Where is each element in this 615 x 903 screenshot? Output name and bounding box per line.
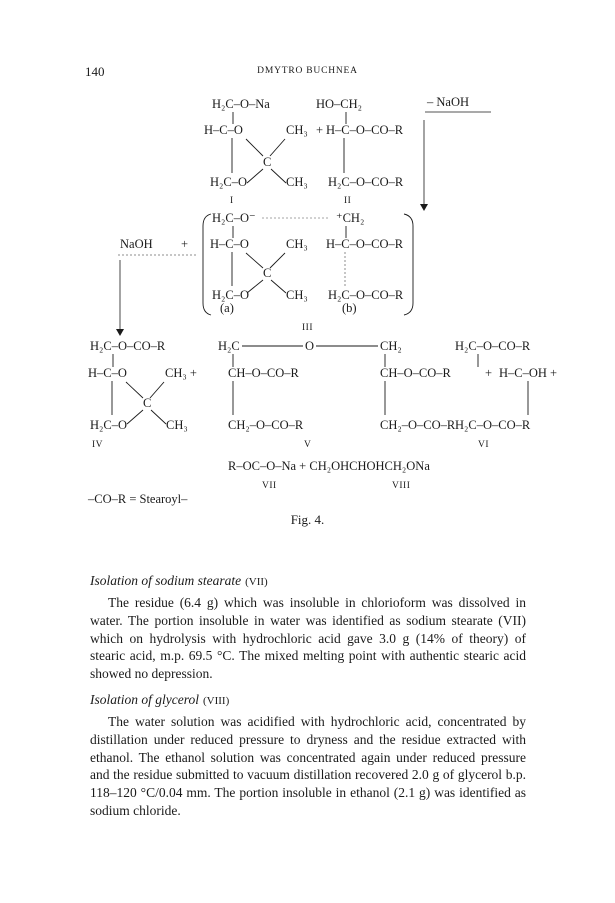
plus-sign-3: + [485,366,493,380]
compound-II [316,97,404,206]
section-heading-ref: (VIII) [202,695,230,707]
compound-I-c: C [263,155,272,169]
plus-sign: + [316,123,324,137]
plus-sign-2: + [181,237,189,251]
ion-a-mid: H–C–O [210,237,249,251]
paragraph: The residue (6.4 g) which was insoluble in chlorioform was dissolved in water. The portion insoluble in water was identified as sodium stearate (VII) which on hydrolysis with hydrochloric acid gave 3.0 g (14% of theory) of stearic acid, m.p. 69.5 °C. The mixed melting point with authentic stearic acid showed no depression. [90,595,526,682]
label-VI: VI [478,440,490,450]
paragraph: The water solution was acidified with hydrochloric acid, concentrated by distillation under reduced pressure to dryness and the residue extracted with ethanol. The ethanol solution was concentrated again under reduced pressure and the residue submitted to vacuum distillation recovered 2.0 g of glycerol b.p. 118–120 °C/0.04 mm. The portion insoluble in ethanol (2.1 g) was identified as sodium chloride. [90,714,526,818]
section-paragraph-glycerol [90,713,526,820]
compound-II-top: HO–CH₂ [316,97,363,111]
minus-naoh-label: – NaOH [427,95,470,109]
compound-I-mid: H–C–O [204,123,243,137]
compound-V-top-right: CH₂ [380,339,402,353]
label-I: I [230,196,234,206]
section-heading-text: Isolation of glycerol [90,692,199,707]
compound-I [204,97,308,206]
compound-VI-bot: H₂C–O–CO–R [455,418,531,432]
ion-b-top: ⁺CH₂ [336,211,365,225]
minus-naoh-arrow [420,95,491,211]
label-IV: IV [92,440,104,450]
ion-b-bot: H₂C–O–CO–R [328,288,404,302]
label-V: V [304,440,312,450]
label-VII: VII [262,481,277,491]
section-heading-text: Isolation of sodium stearate [90,573,242,588]
compound-IV-ch3-top: CH₃ + [165,366,197,380]
label-II: II [344,196,352,206]
compound-IV-bot: H₂C–O [90,418,127,432]
compound-VI-mid: H–C–OH + [499,366,558,380]
figure-caption: Fig. 4. [290,512,325,527]
section-heading-glycerol [90,691,526,709]
compound-IV-top: H₂C–O–CO–R [90,339,166,353]
compound-IV [88,339,197,450]
compound-V-mid-left: CH–O–CO–R [228,366,299,380]
ion-a [210,211,330,315]
compound-I-top: H₂C–O–Na [212,97,270,111]
compound-I-ch3-top: CH₃ [286,123,308,137]
products-line: R–OC–O–Na + CH₂OHCHOHCH₂ONa [228,459,430,473]
ion-a-c: C [263,266,272,280]
reaction-scheme-figure [0,80,615,510]
ion-a-bot: H₂C–O [212,288,249,302]
ion-a-top: H₂C–O⁻ [212,211,256,225]
label-III: III [302,323,313,333]
compound-V-bot-right: CH₂–O–CO–R [380,418,456,432]
running-title: DMYTRO BUCHNEA [257,66,358,76]
section-heading-ref: (VII) [245,576,268,588]
compound-V [218,339,456,450]
compound-II-mid: H–C–O–CO–R [326,123,404,137]
compound-V-mid-right: CH–O–CO–R [380,366,451,380]
ion-b-label: (b) [342,301,357,315]
section-paragraph-sodium-stearate [90,594,526,683]
stearoyl-legend: –CO–R = Stearoyl– [88,492,188,506]
compound-V-top-left: H₂C [218,339,240,353]
section-heading-sodium-stearate [90,572,526,590]
page-number: 140 [85,64,105,79]
ion-a-ch3-bot: CH₃ [286,288,308,302]
ion-a-ch3-top: CH₃ [286,237,308,251]
compound-IV-c: C [143,396,152,410]
ion-b-mid: H–C–O–CO–R [326,237,404,251]
compound-IV-mid: H–C–O [88,366,127,380]
compound-I-bot: H₂C–O [210,175,247,189]
ion-b [326,211,404,315]
compound-I-ch3-bot: CH₃ [286,175,308,189]
naoh-label: NaOH [120,237,153,251]
compound-VI-top: H₂C–O–CO–R [455,339,531,353]
compound-VI [455,339,557,450]
compound-V-top-o: O [305,339,315,353]
compound-V-bot-left: CH₂–O–CO–R [228,418,304,432]
compound-IV-ch3-bot: CH₃ [166,418,188,432]
compound-II-bot: H₂C–O–CO–R [328,175,404,189]
ion-a-label: (a) [220,301,234,315]
label-VIII: VIII [392,481,411,491]
